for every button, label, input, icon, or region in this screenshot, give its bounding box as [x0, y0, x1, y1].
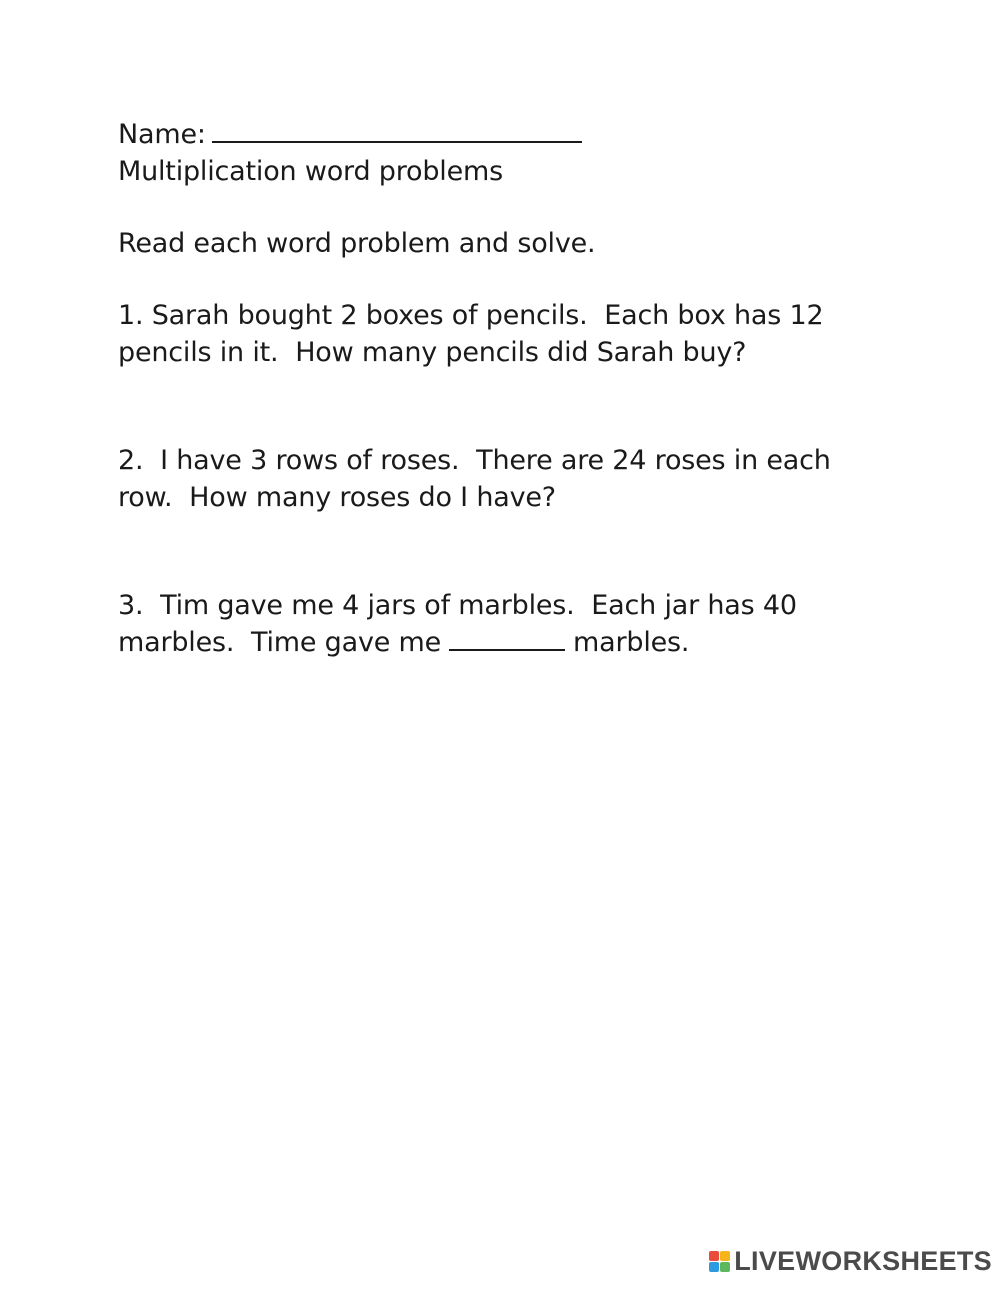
- problem-1: [118, 297, 878, 371]
- problem-3: [118, 587, 878, 661]
- liveworksheets-logo-icon: [709, 1251, 730, 1272]
- worksheet: [118, 116, 878, 661]
- worksheet-title: Multiplication word problems: [118, 156, 503, 187]
- logo-square-green: [720, 1262, 730, 1272]
- logo-square-red: [709, 1251, 719, 1261]
- problem-3-text-before-blank: marbles. Time gave me: [118, 627, 442, 658]
- problem-3-line-1: 3. Tim gave me 4 jars of marbles. Each jar has 40: [118, 590, 797, 621]
- logo-square-blue: [709, 1262, 719, 1272]
- problem-2-line-1: 2. I have 3 rows of roses. There are 24 roses in each: [118, 445, 831, 476]
- instructions: Read each word problem and solve.: [118, 228, 596, 259]
- problem-3-text-after-blank: marbles.: [573, 627, 690, 658]
- name-label: Name:: [118, 119, 206, 150]
- logo-square-yellow: [720, 1251, 730, 1261]
- problem-1-line-1: 1. Sarah bought 2 boxes of pencils. Each box has 12: [118, 300, 824, 331]
- problem-2: [118, 442, 878, 516]
- brand-text: LIVEWORKSHEETS: [734, 1246, 992, 1276]
- problem-1-line-2: pencils in it. How many pencils did Sarah buy?: [118, 337, 747, 368]
- answer-blank[interactable]: [449, 625, 565, 651]
- name-blank[interactable]: [212, 117, 582, 143]
- problem-2-line-2: row. How many roses do I have?: [118, 482, 556, 513]
- name-row: [118, 116, 878, 153]
- brand-footer: [709, 1246, 992, 1277]
- problem-3-line-2: [118, 624, 878, 661]
